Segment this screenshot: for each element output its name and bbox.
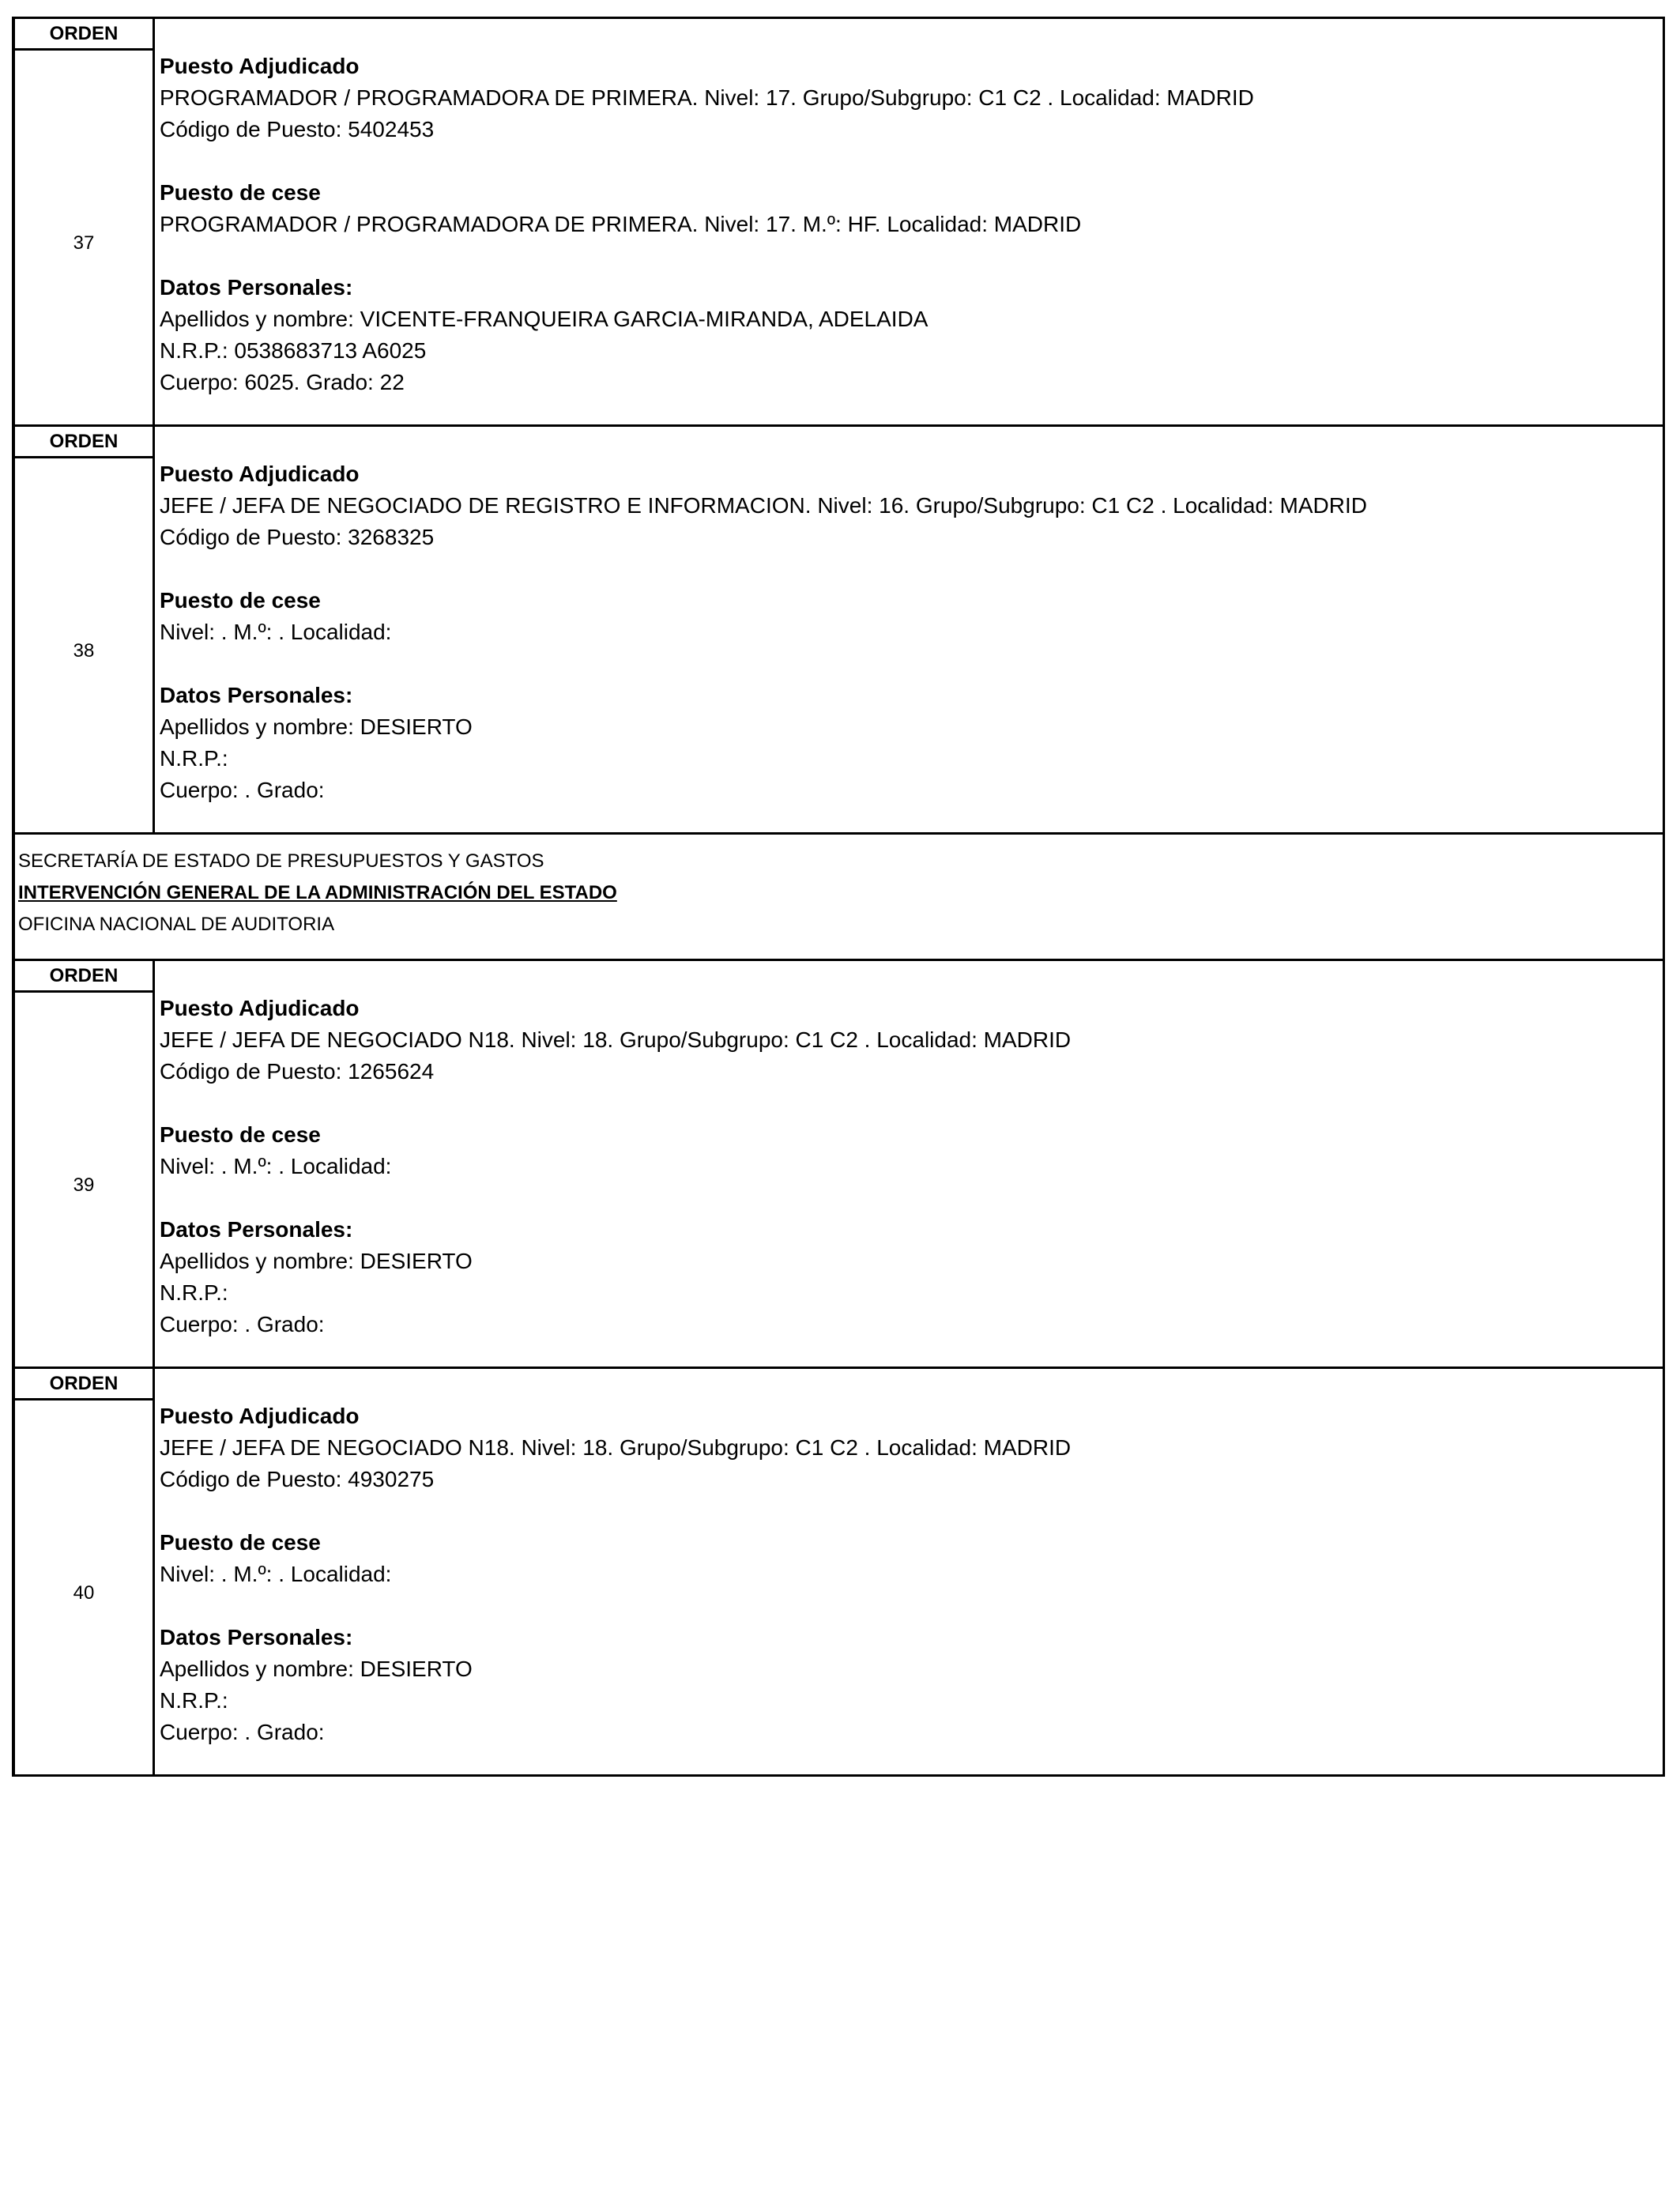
orden-header: ORDEN: [15, 427, 153, 458]
nrp: N.R.P.: 0538683713 A6025: [160, 338, 427, 363]
apellidos-nombre: Apellidos y nombre: VICENTE-FRANQUEIRA GARCIA-MIRANDA, ADELAIDA: [160, 307, 929, 331]
codigo-puesto: Código de Puesto: 3268325: [160, 525, 435, 549]
puesto-cese-desc: Nivel: . M.º: . Localidad:: [160, 1154, 392, 1178]
orden-header: ORDEN: [15, 961, 153, 993]
orden-header: ORDEN: [15, 19, 153, 51]
orden-column: [15, 1369, 155, 1774]
orden-column: [15, 427, 155, 832]
oficina-label: OFICINA NACIONAL DE AUDITORIA: [18, 914, 335, 935]
orden-number: 39: [73, 1174, 95, 1196]
intervencion-label: INTERVENCIÓN GENERAL DE LA ADMINISTRACIÓN DEL ESTADO: [18, 882, 617, 903]
entry-details: [155, 427, 1663, 832]
orden-number: 40: [73, 1582, 95, 1604]
nrp: N.R.P.:: [160, 1688, 228, 1713]
puesto-cese-heading: Puesto de cese: [160, 1530, 321, 1555]
cuerpo-grado: Cuerpo: . Grado:: [160, 1312, 325, 1336]
cuerpo-grado: Cuerpo: 6025. Grado: 22: [160, 370, 405, 394]
puesto-cese-heading: Puesto de cese: [160, 588, 321, 613]
puesto-cese-heading: Puesto de cese: [160, 180, 321, 205]
puesto-adjudicado-desc: PROGRAMADOR / PROGRAMADORA DE PRIMERA. Nivel: 17. Grupo/Subgrupo: C1 C2 . Localidad: MADRID: [160, 85, 1254, 110]
apellidos-nombre: Apellidos y nombre: DESIERTO: [160, 1249, 473, 1273]
entry-row: [15, 1369, 1663, 1777]
datos-personales-heading: Datos Personales:: [160, 275, 353, 300]
secretaria-label: SECRETARÍA DE ESTADO DE PRESUPUESTOS Y GASTOS: [18, 850, 544, 872]
entry-row: [15, 961, 1663, 1369]
puesto-adjudicado-heading: Puesto Adjudicado: [160, 1404, 360, 1428]
puesto-adjudicado-desc: JEFE / JEFA DE NEGOCIADO DE REGISTRO E INFORMACION. Nivel: 16. Grupo/Subgrupo: C1 C2 . Localidad: MADRID: [160, 493, 1367, 518]
entry-details: [155, 19, 1663, 424]
puesto-adjudicado-desc: JEFE / JEFA DE NEGOCIADO N18. Nivel: 18. Grupo/Subgrupo: C1 C2 . Localidad: MADRID: [160, 1027, 1072, 1052]
codigo-puesto: Código de Puesto: 5402453: [160, 117, 435, 141]
puesto-cese-desc: PROGRAMADOR / PROGRAMADORA DE PRIMERA. Nivel: 17. M.º: HF. Localidad: MADRID: [160, 212, 1082, 236]
puesto-cese-desc: Nivel: . M.º: . Localidad:: [160, 620, 392, 644]
datos-personales-heading: Datos Personales:: [160, 1625, 353, 1649]
department-header: [15, 835, 1663, 961]
entry-details: [155, 1369, 1663, 1774]
orden-header: ORDEN: [15, 1369, 153, 1400]
datos-personales-heading: Datos Personales:: [160, 683, 353, 707]
puesto-cese-heading: Puesto de cese: [160, 1122, 321, 1147]
cuerpo-grado: Cuerpo: . Grado:: [160, 778, 325, 802]
puesto-adjudicado-heading: Puesto Adjudicado: [160, 462, 360, 486]
entry-row: [15, 427, 1663, 835]
entry-row: [15, 19, 1663, 427]
datos-personales-heading: Datos Personales:: [160, 1217, 353, 1242]
entry-details: [155, 961, 1663, 1367]
apellidos-nombre: Apellidos y nombre: DESIERTO: [160, 714, 473, 739]
orden-number: 38: [73, 640, 95, 662]
puesto-adjudicado-heading: Puesto Adjudicado: [160, 996, 360, 1020]
codigo-puesto: Código de Puesto: 1265624: [160, 1059, 435, 1084]
puesto-adjudicado-desc: JEFE / JEFA DE NEGOCIADO N18. Nivel: 18. Grupo/Subgrupo: C1 C2 . Localidad: MADRID: [160, 1435, 1072, 1460]
orden-number: 37: [73, 232, 95, 254]
puesto-cese-desc: Nivel: . M.º: . Localidad:: [160, 1562, 392, 1586]
apellidos-nombre: Apellidos y nombre: DESIERTO: [160, 1657, 473, 1681]
nrp: N.R.P.:: [160, 1280, 228, 1305]
orden-column: [15, 961, 155, 1367]
orden-column: [15, 19, 155, 424]
puesto-adjudicado-heading: Puesto Adjudicado: [160, 54, 360, 78]
nrp: N.R.P.:: [160, 746, 228, 771]
assignments-table: [12, 17, 1665, 1777]
codigo-puesto: Código de Puesto: 4930275: [160, 1467, 435, 1491]
cuerpo-grado: Cuerpo: . Grado:: [160, 1720, 325, 1744]
